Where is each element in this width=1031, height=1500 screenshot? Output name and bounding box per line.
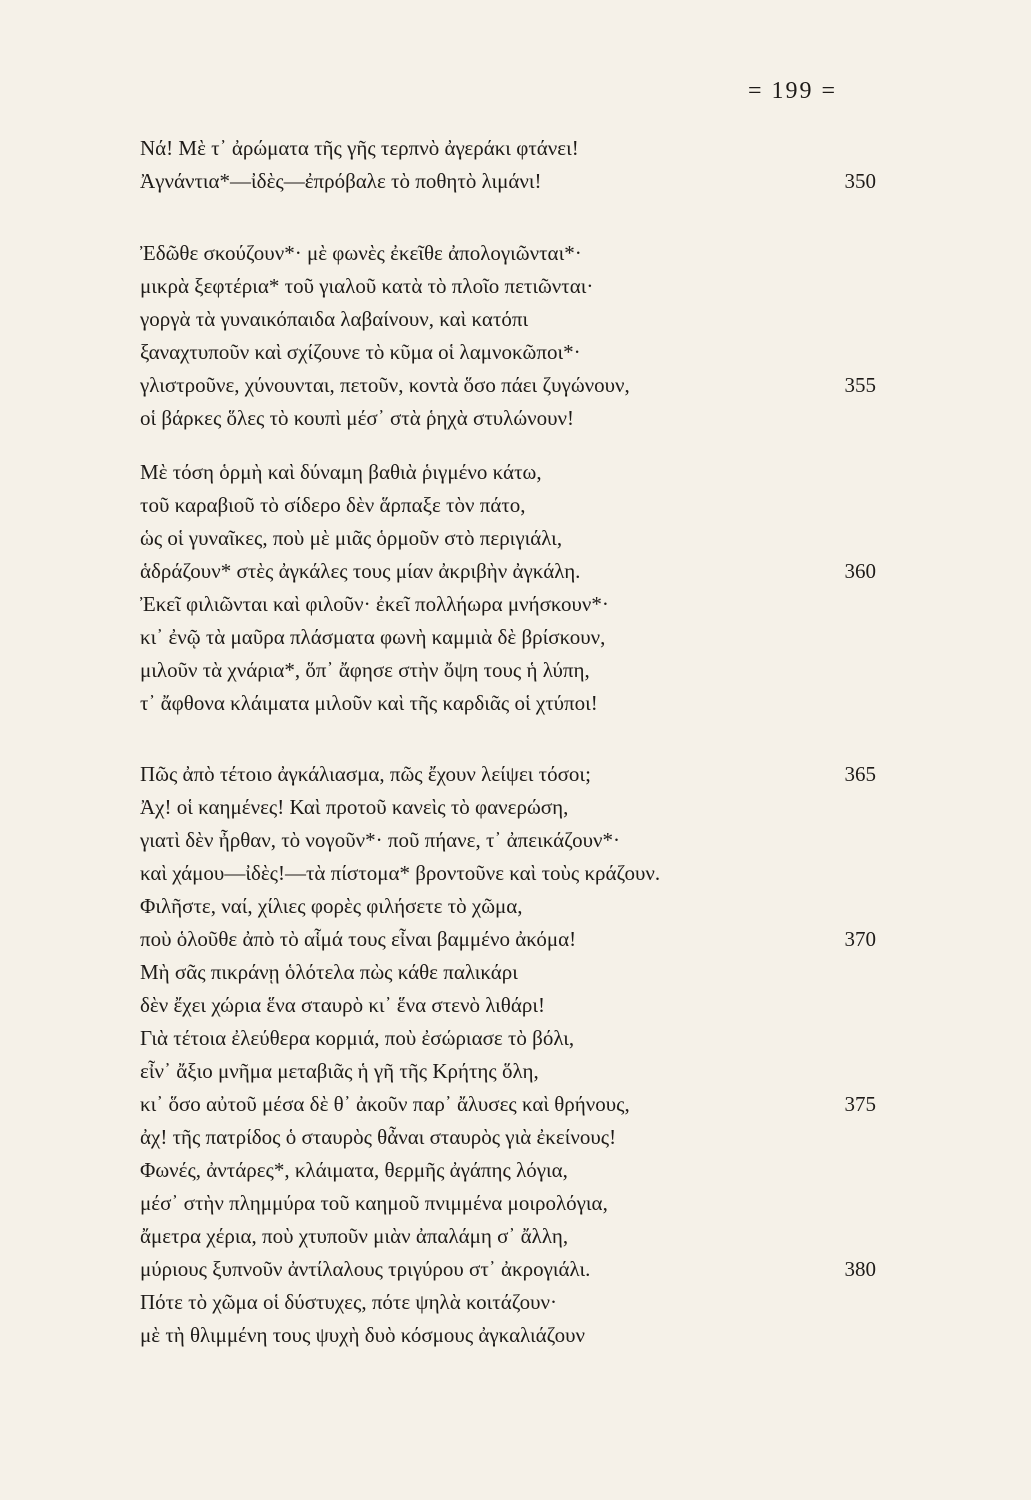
verse-line bbox=[140, 1022, 880, 1055]
verse-line bbox=[140, 621, 880, 654]
verse-line bbox=[140, 1187, 880, 1220]
stanza-3 bbox=[140, 456, 880, 720]
verse-text: Μὴ σᾶς πικράνῃ ὁλότελα πὼς κάθε παλικάρι bbox=[140, 960, 518, 984]
verse-line bbox=[140, 1385, 880, 1418]
line-number: 375 bbox=[844, 1092, 876, 1116]
verse-line bbox=[140, 303, 880, 336]
verse-line bbox=[140, 522, 880, 555]
verse-line bbox=[140, 687, 880, 720]
verse-line bbox=[140, 555, 880, 588]
verse-text: οἱ βάρκες ὅλες τὸ κουπὶ μέσ᾽ στὰ ῥηχὰ στυλώνουν! bbox=[140, 406, 575, 430]
line-number: 380 bbox=[844, 1257, 876, 1281]
verse-line bbox=[140, 588, 880, 621]
verse-text: ἄμετρα χέρια, ποὺ χτυποῦν μιὰν ἀπαλάμη σ᾽ ἄλλη, bbox=[140, 1224, 569, 1248]
verse-text: μιλοῦν τὰ χνάρια*, ὅπ᾽ ἄφησε στὴν ὄψη τους ἡ λύπη, bbox=[140, 658, 590, 682]
verse-line bbox=[140, 1088, 880, 1121]
verse-line bbox=[140, 989, 880, 1022]
line-number: 355 bbox=[844, 373, 876, 397]
verse-text: γλιστροῦνε, χύνουνται, πετοῦν, κοντὰ ὅσο πάει ζυγώνουν, bbox=[140, 373, 630, 397]
verse-line bbox=[140, 890, 880, 923]
verse-text: γιατὶ δὲν ἦρθαν, τὸ νογοῦν*· ποῦ πήανε, τ᾽ ἀπεικάζουν*· bbox=[140, 828, 620, 852]
verse-text: τοῦ καραβιοῦ τὸ σίδερο δὲν ἅρπαξε τὸν πάτο, bbox=[140, 493, 526, 517]
verse-line bbox=[140, 165, 880, 198]
verse-line bbox=[140, 237, 880, 270]
verse-line bbox=[140, 489, 880, 522]
line-number: 350 bbox=[844, 169, 876, 193]
line-number: 360 bbox=[844, 559, 876, 583]
verse-line bbox=[140, 1286, 880, 1319]
verse-line bbox=[140, 923, 880, 956]
verse-line bbox=[140, 1319, 880, 1352]
verse-text: γοργὰ τὰ γυναικόπαιδα λαβαίνουν, καὶ κατόπι bbox=[140, 307, 529, 331]
verse-text: Ἀχ! οἱ καημένες! Καὶ προτοῦ κανεὶς τὸ φανερώση, bbox=[140, 795, 569, 819]
line-number: 365 bbox=[844, 762, 876, 786]
verse-line bbox=[140, 1352, 880, 1385]
verse-line bbox=[140, 1253, 880, 1286]
verse-text: τ᾽ ἄφθονα κλάιματα μιλοῦν καὶ τῆς καρδιᾶς οἱ χτύποι! bbox=[140, 691, 598, 715]
stanza-1 bbox=[140, 132, 880, 198]
verse-line bbox=[140, 824, 880, 857]
verse-text: Φιλῆστε, ναί, χίλιες φορὲς φιλήσετε τὸ χῶμα, bbox=[140, 894, 523, 918]
verse-text: Πῶς ἀπὸ τέτοιο ἀγκάλιασμα, πῶς ἔχουν λείψει τόσοι; bbox=[140, 762, 591, 786]
verse-text: Ἀγνάντια*—ἰδὲς—ἐπρόβαλε τὸ ποθητὸ λιμάνι! bbox=[140, 169, 542, 193]
verse-text: κι᾽ ἐνῷ τὰ μαῦρα πλάσματα φωνὴ καμμιὰ δὲ βρίσκουν, bbox=[140, 625, 606, 649]
verse-line bbox=[140, 1055, 880, 1088]
verse-line bbox=[140, 336, 880, 369]
verse-line bbox=[140, 758, 880, 791]
stanza-4 bbox=[140, 758, 880, 1418]
verse-text: ὡς οἱ γυναῖκες, ποὺ μὲ μιᾶς ὁρμοῦν στὸ περιγιάλι, bbox=[140, 526, 563, 550]
verse-text: κι᾽ ὅσο αὐτοῦ μέσα δὲ θ᾽ ἀκοῦν παρ᾽ ἄλυσες καὶ θρήνους, bbox=[140, 1092, 630, 1116]
stanza-2 bbox=[140, 237, 880, 435]
verse-line bbox=[140, 270, 880, 303]
verse-text: Μὲ τόση ὁρμὴ καὶ δύναμη βαθιὰ ῥιγμένο κάτω, bbox=[140, 460, 542, 484]
verse-line bbox=[140, 402, 880, 435]
verse-line bbox=[140, 791, 880, 824]
verse-text: Φωνές, ἀντάρες*, κλάιματα, θερμῆς ἀγάπης λόγια, bbox=[140, 1158, 568, 1182]
verse-text: Γιὰ τέτοια ἐλεύθερα κορμιά, ποὺ ἐσώριασε τὸ βόλι, bbox=[140, 1026, 575, 1050]
verse-line bbox=[140, 369, 880, 402]
verse-text: μέσ᾽ στὴν πλημμύρα τοῦ καημοῦ πνιμμένα μοιρολόγια, bbox=[140, 1191, 608, 1215]
verse-text: Πότε τὸ χῶμα οἱ δύστυχες, πότε ψηλὰ κοιτάζουν· bbox=[140, 1290, 558, 1314]
verse-line bbox=[140, 857, 880, 890]
page-number: = 199 = bbox=[748, 78, 838, 104]
verse-text: εἶν᾽ ἄξιο μνῆμα μεταβιᾶς ἡ γῆ τῆς Κρήτης ὅλη, bbox=[140, 1059, 539, 1083]
verse-line bbox=[140, 1154, 880, 1187]
verse-text: καὶ χάμου—ἰδὲς!—τὰ πίστομα* βροντοῦνε καὶ τοὺς κράζουν. bbox=[140, 861, 661, 885]
verse-text: Ἐκεῖ φιλιῶνται καὶ φιλοῦν· ἐκεῖ πολλήωρα μνήσκουν*· bbox=[140, 592, 609, 616]
verse-line bbox=[140, 1220, 880, 1253]
verse-text: ποὺ ὁλοῦθε ἀπὸ τὸ αἷμά τους εἶναι βαμμένο ἀκόμα! bbox=[140, 927, 577, 951]
verse-line bbox=[140, 456, 880, 489]
verse-text: ἀχ! τῆς πατρίδος ὁ σταυρὸς θἆναι σταυρὸς γιὰ ἐκείνους! bbox=[140, 1125, 617, 1149]
verse-text: μύριους ξυπνοῦν ἀντίλαλους τριγύρου στ᾽ ἀκρογιάλι. bbox=[140, 1257, 591, 1281]
verse-line bbox=[140, 1121, 880, 1154]
verse-line bbox=[140, 956, 880, 989]
verse-text: μὲ τὴ θλιμμένη τους ψυχὴ δυὸ κόσμους ἀγκαλιάζουν bbox=[140, 1323, 585, 1347]
verse-text: μικρὰ ξεφτέρια* τοῦ γιαλοῦ κατὰ τὸ πλοῖο πετιῶνται· bbox=[140, 274, 594, 298]
verse-line bbox=[140, 654, 880, 687]
verse-text: ἁδράζουν* στὲς ἀγκάλες τους μίαν ἀκριβὴν ἀγκάλη. bbox=[140, 559, 581, 583]
verse-text: Ἐδῶθε σκούζουν*· μὲ φωνὲς ἐκεῖθε ἀπολογιῶνται*· bbox=[140, 241, 582, 265]
verse-text: ξαναχτυποῦν καὶ σχίζουνε τὸ κῦμα οἱ λαμνοκῶποι*· bbox=[140, 340, 581, 364]
verse-line bbox=[140, 132, 880, 165]
verse-text: δὲν ἔχει χώρια ἕνα σταυρὸ κι᾽ ἕνα στενὸ λιθάρι! bbox=[140, 993, 545, 1017]
line-number: 370 bbox=[844, 927, 876, 951]
verse-text: Νά! Μὲ τ᾽ ἀρώματα τῆς γῆς τερπνὸ ἀγεράκι φτάνει! bbox=[140, 136, 579, 160]
